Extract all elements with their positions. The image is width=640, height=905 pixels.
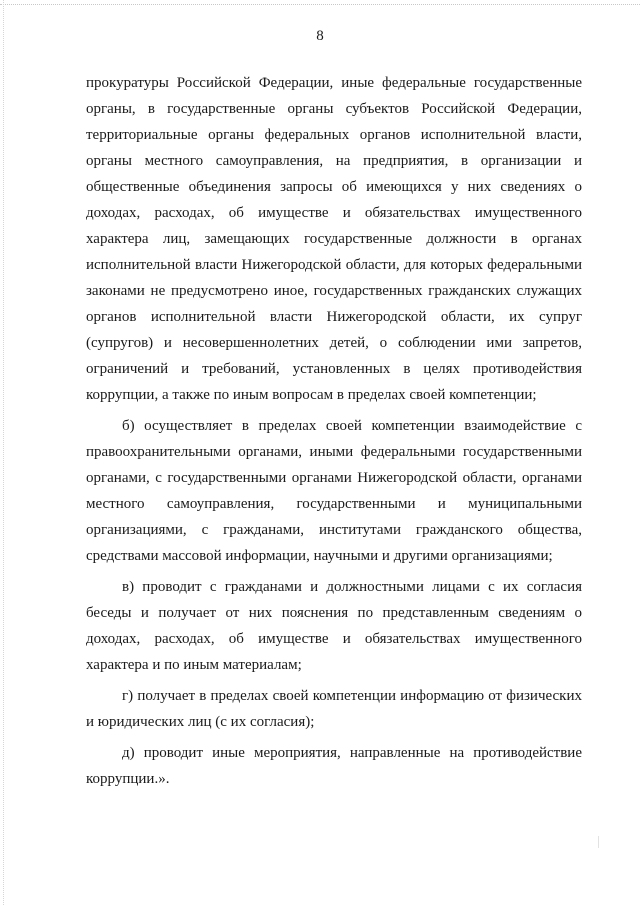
scan-top-border <box>0 4 640 5</box>
document-body <box>86 70 582 797</box>
scan-left-border <box>3 0 4 905</box>
paragraph-item-b: б) осуществляет в пределах своей компетенции взаимодействие с правоохранительными органами, иными федеральными государственными органами, с государственными органами Нижегородской области, органами местного самоуправления, государственными и муниципальными организациями, с гражданами, институтами гражданского общества, средствами массовой информации, научными и другими организациями; <box>86 418 582 564</box>
page-number: 8 <box>316 28 324 44</box>
paragraph-item-v: в) проводит с гражданами и должностными лицами с их согласия беседы и получает от них пояснения по представленным сведениям о доходах, расходах, об имуществе и обязательствах имущественного характера и по иным материалам; <box>86 579 582 673</box>
paragraph-continuation: прокуратуры Российской Федерации, иные федеральные государственные органы, в государственные органы субъектов Российской Федерации, территориальные органы федеральных органов исполнительной власти, органы местного самоуправления, на предприятия, в организации и общественные объединения запросы об имеющихся у них сведениях о доходах, расходах, об имуществе и обязательствах имущественного характера лиц, замещающих государственные должности в органах исполнительной власти Нижегородской области, для которых федеральными законами не предусмотрено иное, государственных гражданских служащих органов исполнительной власти Нижегородской области, их супруг (супругов) и несовершеннолетних детей, о соблюдении ими запретов, ограничений и требований, установленных в целях противодействия коррупции, а также по иным вопросам в пределах своей компетенции; <box>86 75 582 403</box>
paragraph-item-g: г) получает в пределах своей компетенции информацию от физических и юридических лиц (с их согласия); <box>86 688 582 730</box>
paragraph-item-d: д) проводит иные мероприятия, направленные на противодействие коррупции.». <box>86 745 582 787</box>
scan-artifact-mark <box>598 836 599 848</box>
